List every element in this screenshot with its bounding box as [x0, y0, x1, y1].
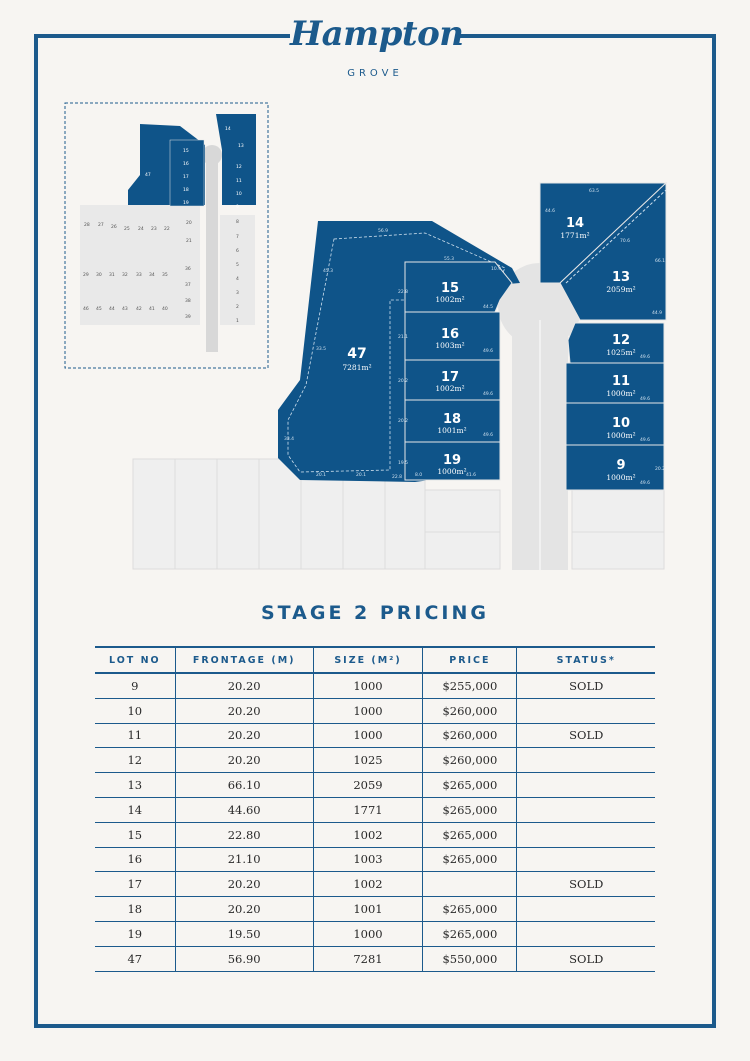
cell-status: [517, 921, 655, 946]
dim-side-r: 20.2: [655, 467, 666, 472]
cell-size: 1000: [313, 673, 423, 698]
inset-lot-47: 47: [145, 173, 151, 178]
table-row: [95, 822, 655, 847]
inset-lot-8: 8: [236, 220, 239, 225]
lot-label-10: 10: [611, 416, 631, 431]
dim-14-diag: 70.6: [620, 239, 631, 244]
cell-price: $265,000: [423, 822, 517, 847]
inset-lot-5: 5: [236, 263, 239, 268]
lot-label-17: 17: [440, 370, 460, 385]
pricing-title: STAGE 2 PRICING: [260, 602, 490, 624]
inset-lot-18: 18: [183, 188, 189, 193]
dim-15-top: 55.3: [444, 257, 455, 262]
dim-15-b: 44.5: [483, 305, 494, 310]
cell-status: SOLD: [517, 673, 655, 698]
brand-subtitle: GROVE: [347, 68, 403, 79]
lot-size-11: 1000m²: [606, 389, 636, 398]
cell-frontage: 20.20: [175, 673, 313, 698]
cell-frontage: 20.20: [175, 723, 313, 748]
inset-lot-41: 41: [149, 307, 155, 312]
cell-status: SOLD: [517, 723, 655, 748]
cell-price: $265,000: [423, 897, 517, 922]
dim-16-b: 49.6: [483, 349, 494, 354]
inset-lot-42: 42: [136, 307, 142, 312]
cell-price: [423, 872, 517, 897]
table-row: [95, 673, 655, 698]
inset-lot-4: 4: [236, 277, 239, 282]
lot-label-18: 18: [442, 412, 462, 427]
cell-price: $265,000: [423, 773, 517, 798]
dim-16-side: 21.1: [398, 335, 409, 340]
inset-lot-36: 36: [185, 267, 191, 272]
cell-status: [517, 797, 655, 822]
lot-size-47: 7281m²: [342, 363, 372, 372]
cell-size: 2059: [313, 773, 423, 798]
cell-size: 1000: [313, 723, 423, 748]
dim-14-left: 44.6: [545, 209, 556, 214]
inset-lot-43: 43: [122, 307, 128, 312]
lot-label-47: 47: [347, 346, 367, 362]
cell-size: 1000: [313, 921, 423, 946]
dim-13-right: 66.1: [655, 259, 666, 264]
table-row: [95, 897, 655, 922]
inset-lot-3: 3: [236, 291, 239, 296]
lot-size-12: 1025m²: [606, 348, 636, 357]
cell-frontage: 19.50: [175, 921, 313, 946]
inset-lot-23: 23: [151, 227, 157, 232]
inset-lot-11: 11: [236, 179, 242, 184]
table-row: [95, 847, 655, 872]
cell-size: 7281: [313, 946, 423, 971]
inset-lot-38: 38: [185, 299, 191, 304]
cell-lot-no: 17: [95, 872, 175, 897]
cell-lot-no: 47: [95, 946, 175, 971]
dim-13-b: 44.9: [652, 311, 663, 316]
dim-18-side: 20.2: [398, 419, 409, 424]
inset-lot-32: 32: [122, 273, 128, 278]
cell-price: $260,000: [423, 748, 517, 773]
dim-19-c: 8.0: [415, 473, 423, 478]
inset-lot-44: 44: [109, 307, 115, 312]
cell-lot-no: 11: [95, 723, 175, 748]
cell-lot-no: 15: [95, 822, 175, 847]
cell-price: $255,000: [423, 673, 517, 698]
dim-18-b: 49.6: [483, 433, 494, 438]
cell-frontage: 44.60: [175, 797, 313, 822]
inset-lot-31: 31: [109, 273, 115, 278]
header-price: PRICE: [423, 647, 517, 673]
lot-size-14: 1771m²: [560, 231, 590, 240]
lot-label-16: 16: [440, 327, 460, 342]
inset-lot-29: 29: [83, 273, 89, 278]
inset-lot-13: 13: [238, 144, 244, 149]
dim-17-b: 49.6: [483, 392, 494, 397]
table-row: [95, 946, 655, 971]
cell-frontage: 56.90: [175, 946, 313, 971]
inset-lot-28: 28: [84, 223, 90, 228]
dim-47-l3: 33.4: [284, 437, 295, 442]
cell-frontage: 66.10: [175, 773, 313, 798]
header-size: SIZE (M²): [313, 647, 423, 673]
cell-frontage: 20.20: [175, 872, 313, 897]
table-row: [95, 872, 655, 897]
inset-lot-19: 19: [183, 201, 189, 206]
inset-lot-10: 10: [236, 192, 242, 197]
dim-12-b: 49.6: [640, 355, 651, 360]
header-status: STATUS*: [517, 647, 655, 673]
cell-size: 1002: [313, 822, 423, 847]
dim-15-a: 10.9: [491, 267, 502, 272]
dim-47-b3: 22.8: [392, 475, 403, 480]
cell-lot-no: 9: [95, 673, 175, 698]
inset-lot-27: 27: [98, 223, 104, 228]
dim-19-b: 41.6: [466, 473, 477, 478]
brand-logo: Hampton: [290, 14, 464, 54]
cell-size: 1001: [313, 897, 423, 922]
cell-status: [517, 698, 655, 723]
inset-lot-20: 20: [186, 221, 192, 226]
header-lot-no: LOT NO: [95, 647, 175, 673]
lot-label-9: 9: [616, 458, 626, 473]
inset-lot-35: 35: [162, 273, 168, 278]
cell-status: [517, 897, 655, 922]
lot-label-19: 19: [442, 453, 462, 468]
cell-size: 1771: [313, 797, 423, 822]
lot-size-13: 2059m²: [606, 285, 636, 294]
lot-size-9: 1000m²: [606, 473, 636, 482]
cell-frontage: 20.20: [175, 748, 313, 773]
cell-price: $550,000: [423, 946, 517, 971]
inset-lot-7: 7: [236, 235, 239, 240]
lot-label-11: 11: [611, 374, 631, 389]
inset-lot-26: 26: [111, 225, 117, 230]
table-row: [95, 723, 655, 748]
cell-lot-no: 16: [95, 847, 175, 872]
inset-lot-34: 34: [149, 273, 155, 278]
cell-price: $265,000: [423, 847, 517, 872]
inset-lot-6: 6: [236, 249, 239, 254]
lot-label-14: 14: [565, 216, 585, 231]
inset-lot-2: 2: [236, 305, 239, 310]
cell-lot-no: 10: [95, 698, 175, 723]
dim-17-side: 20.2: [398, 379, 409, 384]
inset-lot-16: 16: [183, 162, 189, 167]
lot-size-16: 1003m²: [435, 341, 465, 350]
dim-47-top: 56.9: [378, 229, 389, 234]
cell-price: $265,000: [423, 797, 517, 822]
header-frontage: FRONTAGE (M): [175, 647, 313, 673]
cell-price: $260,000: [423, 723, 517, 748]
inset-lot-15: 15: [183, 149, 189, 154]
lot-size-18: 1001m²: [437, 426, 467, 435]
cell-status: [517, 847, 655, 872]
inset-lot-37: 37: [185, 283, 191, 288]
cell-status: SOLD: [517, 946, 655, 971]
cell-frontage: 20.20: [175, 698, 313, 723]
table-row: [95, 698, 655, 723]
inset-lot-46: 46: [83, 307, 89, 312]
cell-size: 1025: [313, 748, 423, 773]
inset-lot-1: 1: [236, 319, 239, 324]
dim-10-b: 49.6: [640, 438, 651, 443]
dim-47-b2: 20.1: [356, 473, 367, 478]
cell-lot-no: 19: [95, 921, 175, 946]
lot-label-15: 15: [440, 281, 460, 296]
inset-lot-22: 22: [164, 227, 170, 232]
cell-price: $265,000: [423, 921, 517, 946]
dim-15-side: 22.8: [398, 290, 409, 295]
inset-lot-9: 9: [236, 205, 239, 210]
cell-frontage: 20.20: [175, 897, 313, 922]
dim-47-left: 45.3: [323, 269, 334, 274]
cell-status: SOLD: [517, 872, 655, 897]
dim-47-b1: 20.1: [316, 473, 327, 478]
cell-lot-no: 13: [95, 773, 175, 798]
cell-size: 1003: [313, 847, 423, 872]
lot-size-10: 1000m²: [606, 431, 636, 440]
cell-frontage: 22.80: [175, 822, 313, 847]
inset-lot-33: 33: [136, 273, 142, 278]
cell-status: [517, 822, 655, 847]
inset-lot-14: 14: [225, 127, 231, 132]
dim-47-left2: 33.5: [316, 347, 327, 352]
inset-lot-24: 24: [138, 227, 144, 232]
inset-lot-39: 39: [185, 315, 191, 320]
dim-14-top: 63.5: [589, 189, 600, 194]
lot-label-13: 13: [611, 270, 631, 285]
lot-label-12: 12: [611, 333, 631, 348]
cell-status: [517, 748, 655, 773]
cell-status: [517, 773, 655, 798]
cell-lot-no: 18: [95, 897, 175, 922]
table-row: [95, 797, 655, 822]
cell-size: 1000: [313, 698, 423, 723]
cell-price: $260,000: [423, 698, 517, 723]
dim-11-b: 49.6: [640, 397, 651, 402]
table-row: [95, 921, 655, 946]
lot-size-17: 1002m²: [435, 384, 465, 393]
dim-19-side: 19.5: [398, 461, 409, 466]
cell-lot-no: 14: [95, 797, 175, 822]
inset-lot-45: 45: [96, 307, 102, 312]
cell-frontage: 21.10: [175, 847, 313, 872]
cell-lot-no: 12: [95, 748, 175, 773]
pricing-header-row: [95, 647, 655, 673]
lot-size-15: 1002m²: [435, 295, 465, 304]
cell-size: 1002: [313, 872, 423, 897]
inset-lot-12: 12: [236, 165, 242, 170]
inset-lot-30: 30: [96, 273, 102, 278]
lot-size-19: 1000m²: [437, 467, 467, 476]
inset-lot-25: 25: [124, 227, 130, 232]
pricing-table: [95, 646, 655, 972]
table-row: [95, 748, 655, 773]
table-row: [95, 773, 655, 798]
inset-lot-17: 17: [183, 175, 189, 180]
inset-lot-21: 21: [186, 239, 192, 244]
inset-lot-40: 40: [162, 307, 168, 312]
dim-9-b: 49.6: [640, 481, 651, 486]
